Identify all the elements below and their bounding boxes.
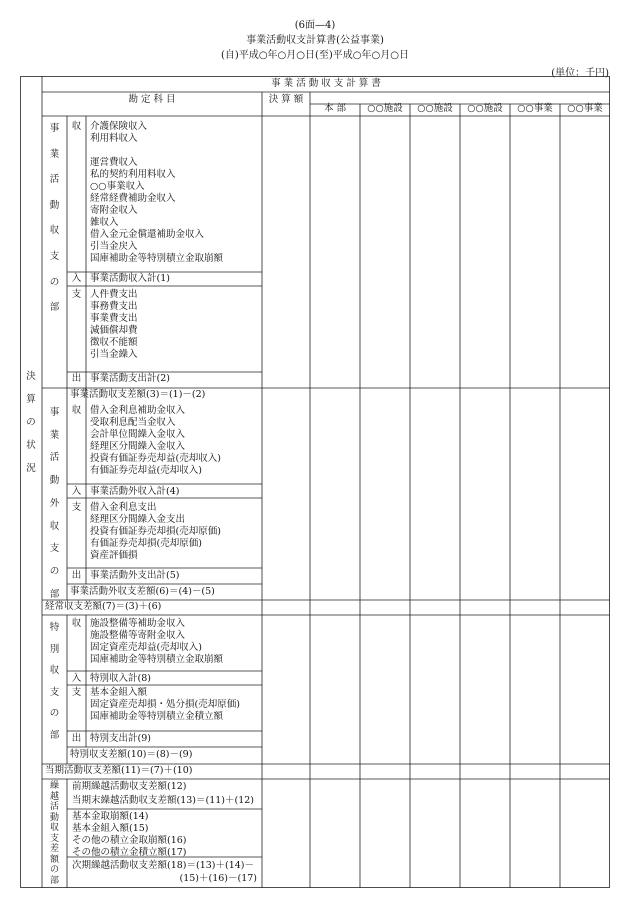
account-item: 経理区分間繰入金支出: [90, 514, 186, 525]
section-char: 事: [49, 407, 60, 418]
subtotal-row: 事業活動収入計(1): [90, 273, 170, 284]
section-char: 別: [49, 643, 60, 655]
account-item: 受取利息配当金収入: [90, 417, 176, 428]
section-label-non-operating: [42, 402, 67, 600]
income-mark-top: 収: [71, 405, 82, 416]
account-item: 投資有価証券売却損(売却原価): [90, 526, 221, 537]
account-item: 固定資産売却損・処分損(売却原価): [90, 699, 240, 710]
statement-table: [20, 76, 610, 888]
expense-mark-top: 支: [71, 502, 82, 513]
unit-label: (単位：千円): [551, 68, 609, 79]
section-char: 越: [49, 791, 59, 802]
section-char: 特: [49, 622, 60, 633]
carryover-row: 基本金取崩額(14): [72, 811, 149, 822]
account-item: 雑収入: [90, 217, 119, 228]
account-item: 事務費支出: [90, 301, 138, 312]
account-item: 借入金利息支出: [90, 502, 157, 513]
income-mark-top: 収: [71, 121, 82, 132]
subtotal-row: 事業活動外支出計(5): [90, 570, 180, 581]
subtotal-row: 事業活動支出計(2): [90, 373, 170, 384]
settled-amount-header: 決 算 額: [268, 94, 304, 105]
account-item: 介護保険収入: [90, 121, 148, 132]
account-item: 引当金繰入: [90, 349, 138, 360]
difference-row: 事業活動収支差額(3)＝(1)－(2): [70, 389, 206, 400]
carryover-row: 当期末繰越活動収支差額(13)＝(11)＋(12): [72, 795, 255, 806]
section-char: 額: [49, 854, 59, 865]
account-item: 固定資産売却益(売却収入): [90, 642, 202, 653]
income-mark-bottom: 入: [71, 486, 82, 497]
ordinary-difference-row: 経常収支差額(7)＝(3)＋(6): [45, 601, 162, 612]
account-item: 寄附金収入: [90, 205, 138, 216]
settlement-status-char: 決: [26, 371, 36, 382]
settlement-status-label: [20, 365, 42, 480]
difference-row: 特別収支差額(10)＝(8)－(9): [70, 749, 193, 760]
account-item: 経常経費補助金収入: [90, 193, 176, 204]
facility-header-1: ○○施設: [367, 103, 403, 114]
subtotal-row: 事業活動外収入計(4): [90, 486, 180, 497]
section-char: 支: [49, 250, 60, 262]
period-difference-row: 当期活動収支差額(11)＝(7)＋(10): [45, 765, 193, 776]
section-char: 活: [49, 452, 60, 464]
carryover-row: 基本金組入額(15): [72, 823, 149, 834]
section-char: 動: [49, 475, 60, 487]
account-item: 投資有価証券売却益(売却収入): [90, 453, 221, 464]
expense-mark-bottom: 出: [71, 570, 82, 581]
section-char: 収: [49, 520, 60, 532]
expense-mark-bottom: 出: [71, 373, 82, 384]
section-char: の: [49, 708, 60, 720]
account-item: 引当金戻入: [90, 241, 138, 252]
section-char: 動: [49, 199, 60, 211]
account-item: 人件費支出: [90, 289, 138, 300]
section-char: 部: [49, 729, 60, 741]
carryover-row: その他の積立金取崩額(16): [72, 835, 187, 846]
next-carryover-row-cont: (15)＋(16)－(17): [179, 873, 257, 884]
section-label-operating: [42, 116, 67, 372]
section-char: 支: [49, 686, 60, 698]
settlement-status-char: 算: [26, 394, 36, 405]
settlement-status-char: 状: [26, 440, 36, 451]
business-header-2: ○○事業: [567, 103, 603, 114]
section-char: 業: [49, 148, 60, 160]
facility-header-3: ○○施設: [467, 103, 503, 114]
account-item: 会計単位間繰入金収入: [90, 429, 186, 440]
difference-row: 事業活動外収支差額(6)＝(4)－(5): [70, 586, 215, 597]
settlement-status-char: 況: [26, 463, 36, 474]
section-char: 部: [49, 588, 60, 600]
business-header-1: ○○事業: [517, 103, 553, 114]
section-char: 収: [49, 225, 60, 237]
account-item: 私的契約利用料収入: [90, 169, 176, 180]
section-char: 活: [49, 174, 60, 186]
account-item: 徴収不能額: [90, 337, 138, 348]
account-item: 施設整備等補助金収入: [90, 618, 186, 629]
account-item: 利用料収入: [90, 133, 138, 144]
subtotal-row: 特別収入計(8): [90, 673, 151, 684]
section-char: 活: [49, 802, 59, 812]
account-column-header: 勘 定 科 目: [128, 94, 176, 105]
subtotal-row: 特別支出計(9): [90, 733, 151, 744]
account-item: 国庫補助金等特別積立金取崩額: [90, 654, 224, 665]
section-label-carryover: [42, 781, 67, 886]
income-mark-bottom: 入: [71, 273, 82, 284]
section-char: 支: [49, 833, 59, 844]
account-item: 有価証券売却損(売却原価): [90, 538, 202, 549]
section-char: 部: [49, 302, 60, 314]
account-item: 借入金元金償還補助金収入: [90, 229, 205, 240]
income-mark-bottom: 入: [71, 673, 82, 684]
account-item: 基本金組入額: [90, 687, 148, 698]
period-line: (自)平成○年○月○日(至)平成○年○月○日: [221, 50, 409, 61]
section-char: 業: [49, 429, 60, 441]
section-char: 繰: [49, 781, 59, 791]
section-label-special: [42, 617, 67, 747]
account-item: 減価償却費: [90, 325, 138, 336]
account-item: 有価証券売却益(売却収入): [90, 465, 202, 476]
expense-mark-top: 支: [71, 289, 82, 300]
account-item: 資産評価損: [90, 550, 138, 561]
table-main-header: 事 業 活 動 収 支 計 算 書: [271, 78, 381, 89]
section-char: 収: [49, 823, 59, 833]
section-char: の: [49, 565, 60, 577]
expense-mark-top: 支: [71, 687, 82, 698]
section-char: 動: [49, 812, 59, 823]
section-char: 事: [49, 123, 60, 134]
section-char: 部: [49, 875, 59, 886]
account-item: 経理区分間繰入金収入: [90, 441, 186, 452]
settlement-status-char: の: [26, 417, 36, 428]
account-item: ○○事業収入: [90, 181, 145, 192]
section-char: 収: [49, 665, 60, 677]
section-char: 差: [49, 844, 59, 854]
honbu-header: 本 部: [323, 103, 347, 114]
account-item: 事業費支出: [90, 313, 138, 324]
next-carryover-row: 次期繰越活動収支差額(18)＝(13)＋(14)－: [72, 860, 255, 871]
section-char: 外: [49, 497, 60, 509]
form-number: (6面—4): [294, 20, 336, 31]
account-item: 借入金利息補助金収入: [90, 405, 186, 416]
section-char: 支: [49, 543, 60, 555]
account-item: 運営費収入: [90, 157, 138, 168]
income-mark-top: 収: [71, 618, 82, 629]
account-item: 施設整備等寄附金収入: [90, 630, 186, 641]
expense-mark-bottom: 出: [71, 733, 82, 744]
carryover-row: 前期繰越活動収支差額(12): [72, 781, 187, 792]
facility-header-2: ○○施設: [417, 103, 453, 114]
account-item: 国庫補助金等特別積立金取崩額: [90, 253, 224, 264]
carryover-row: その他の積立金積立額(17): [72, 847, 187, 858]
document-title: 事業活動収支計算書(公益事業): [246, 35, 384, 46]
section-char: の: [49, 276, 60, 288]
section-char: の: [49, 865, 59, 875]
account-item: 国庫補助金等特別積立金積立額: [90, 711, 224, 722]
